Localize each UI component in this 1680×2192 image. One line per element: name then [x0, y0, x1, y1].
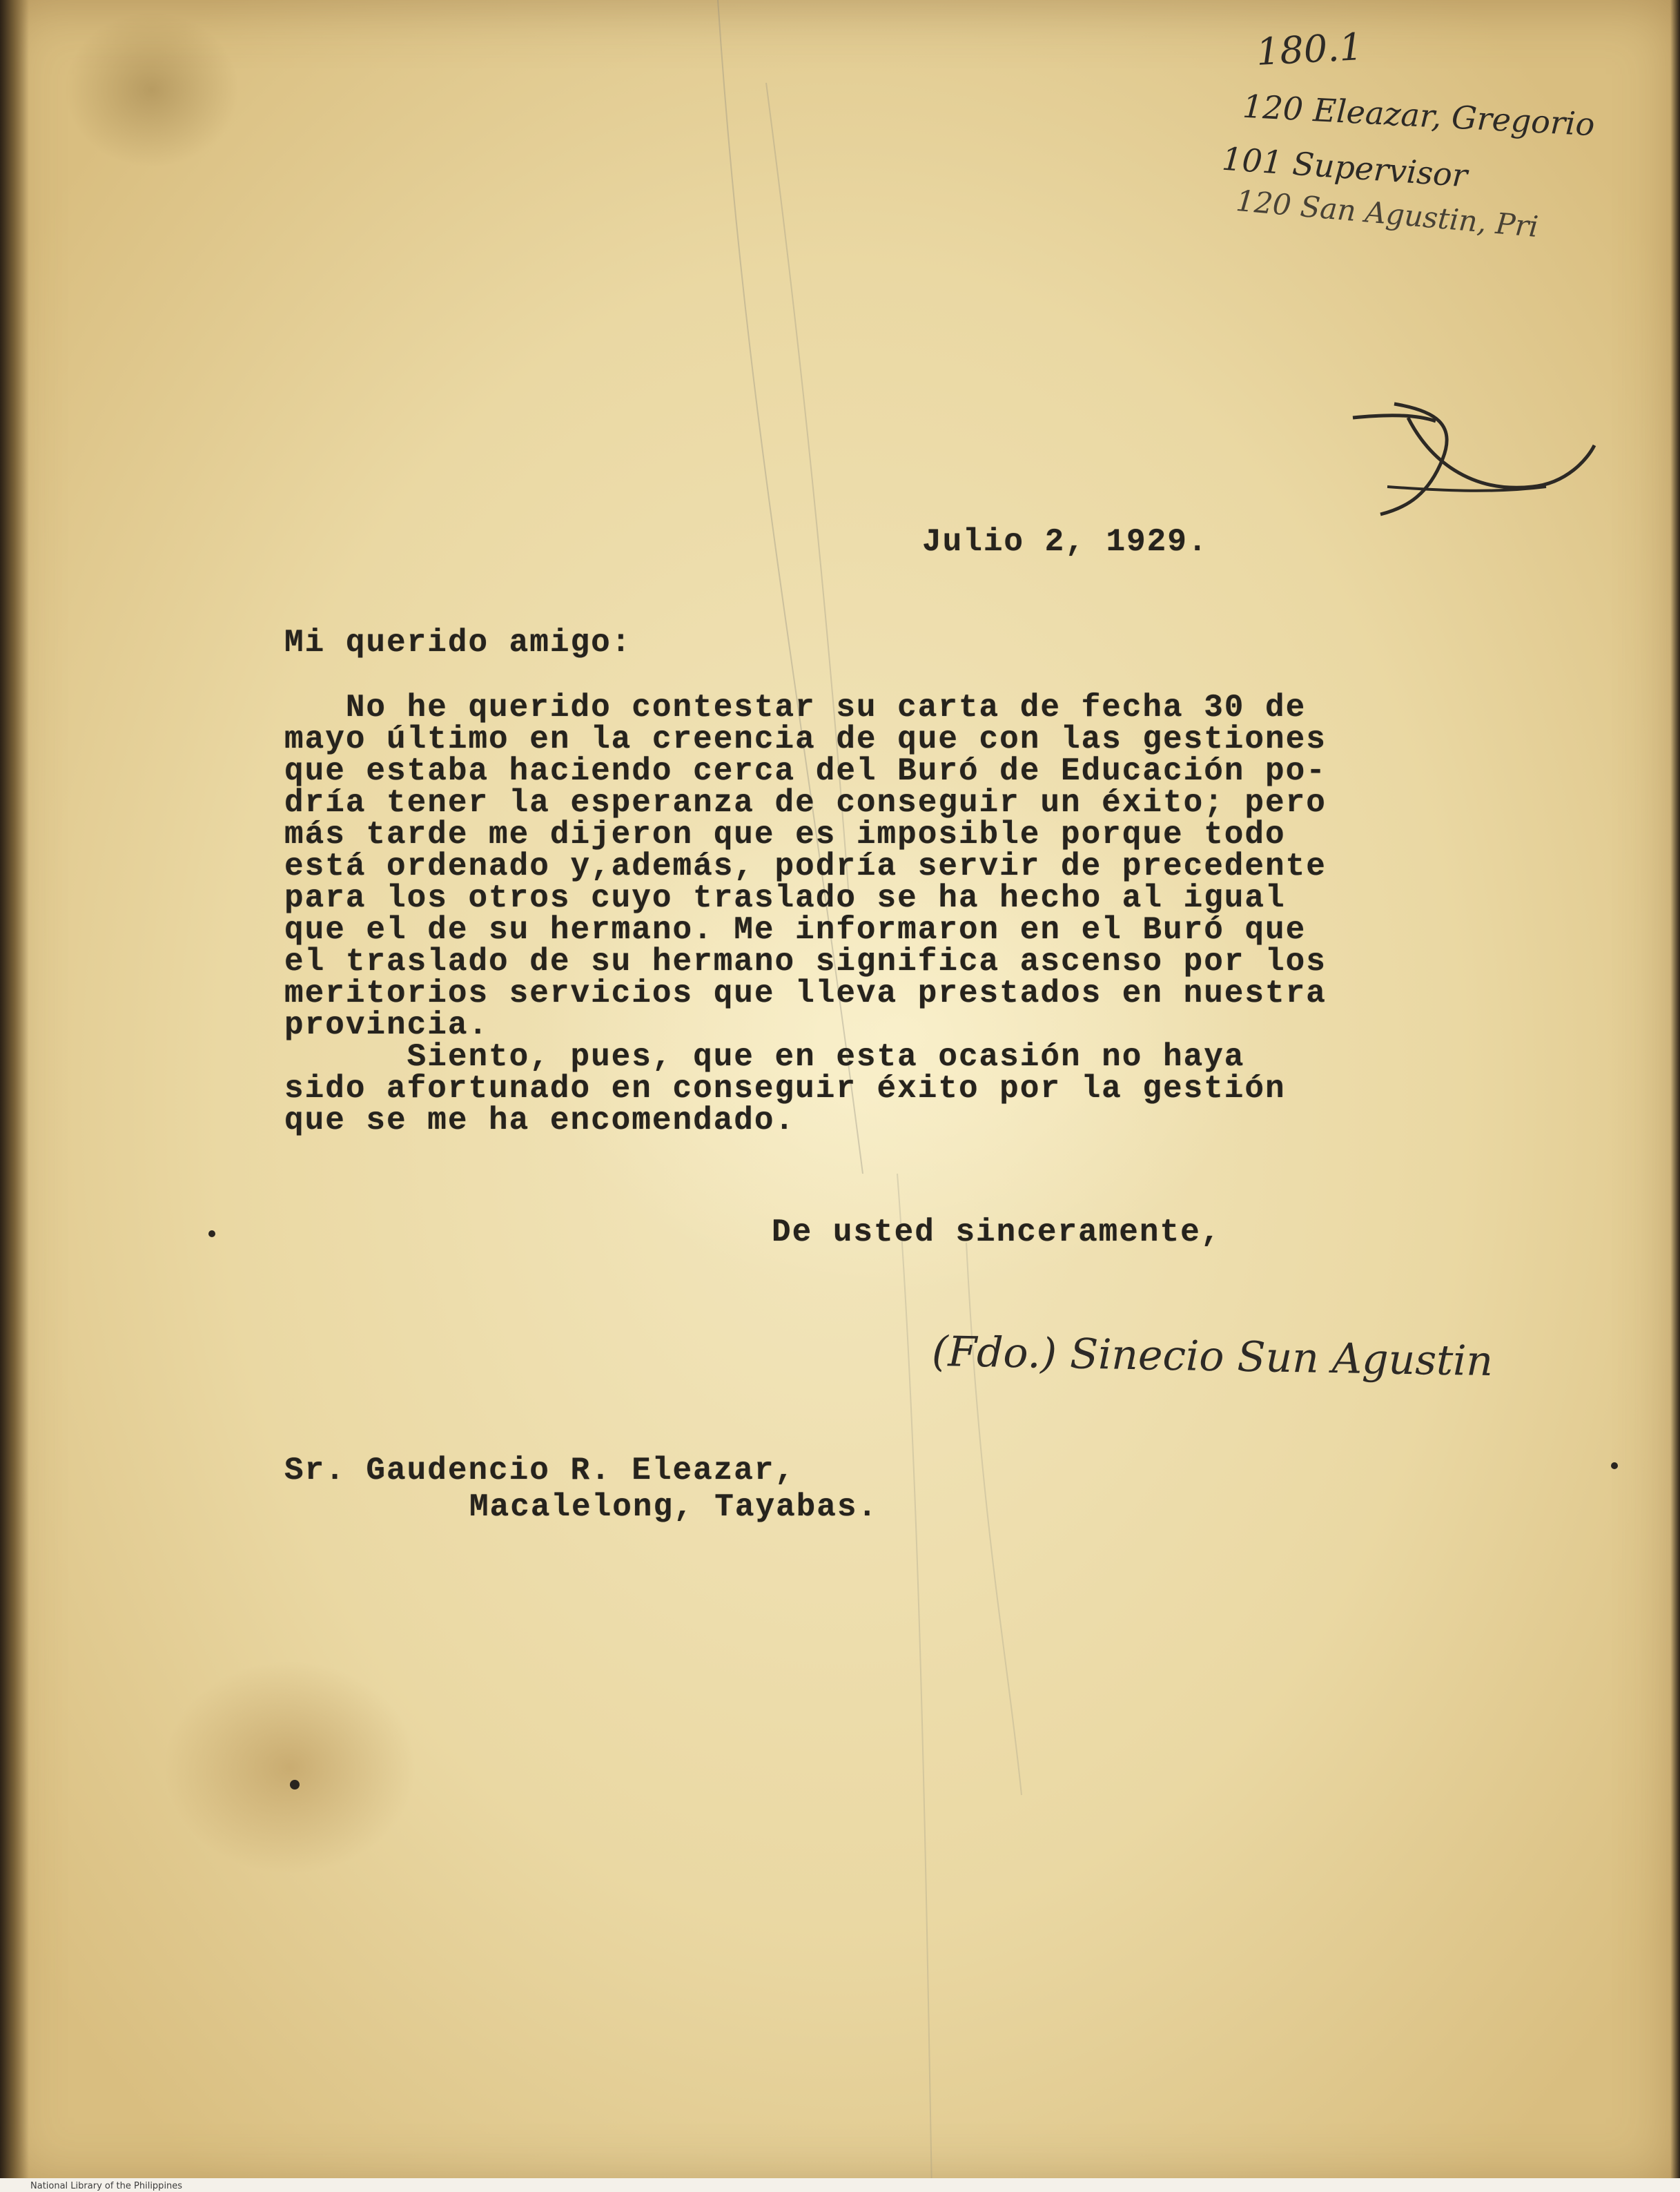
addressee-address: Macalelong, Tayabas. — [469, 1489, 879, 1525]
body-line: el traslado de su hermano significa ascenso por los — [284, 944, 1327, 980]
body-line: más tarde me dijeron que es imposible porque todo — [284, 817, 1286, 853]
ink-dot — [290, 1780, 300, 1790]
body-line: para los otros cuyo traslado se ha hecho al igual — [284, 880, 1286, 916]
body-line: provincia. — [284, 1007, 489, 1043]
footer-label: National Library of the Philippines — [30, 2181, 183, 2191]
body-line: meritorios servicios que lleva prestados en nuestra — [284, 976, 1327, 1011]
body-line: está ordenado y,además, podría servir de precedente — [284, 848, 1327, 884]
body-line: que se me ha encomendado. — [284, 1103, 796, 1138]
annotation-role: 101 Supervisor — [1220, 139, 1469, 195]
body-line: que estaba haciendo cerca del Buró de Educación po- — [284, 753, 1327, 789]
body-line: mayo último en la creencia de que con las gestiones — [284, 721, 1327, 757]
annotation-name: 120 Eleazar, Gregorio — [1241, 87, 1596, 144]
body-line: sido afortunado en conseguir éxito por la gestión — [284, 1071, 1286, 1107]
annotation-place: 120 San Agustin, Pri — [1234, 183, 1540, 244]
annotation-file-number: 180.1 — [1255, 24, 1365, 75]
body-line: dría tener la esperanza de conseguir un éxito; pero — [284, 785, 1327, 821]
body-line: que el de su hermano. Me informaron en el Buró que — [284, 912, 1307, 948]
body-line: No he querido contestar su carta de fecha 30 de — [284, 690, 1307, 726]
signature: (Fdo.) Sinecio Sun Agustin — [931, 1327, 1494, 1386]
letter-date: Julio 2, 1929. — [922, 524, 1209, 560]
body-line: Siento, pues, que en esta ocasión no haya — [284, 1039, 1245, 1075]
salutation: Mi querido amigo: — [284, 625, 632, 661]
addressee-name: Sr. Gaudencio R. Eleazar, — [284, 1453, 796, 1488]
closing: De usted sinceramente, — [772, 1214, 1222, 1250]
footer-strip — [0, 2178, 1680, 2192]
handwritten-mark-icon — [1339, 383, 1629, 521]
ink-dot — [1611, 1462, 1618, 1469]
ink-dot — [208, 1230, 215, 1237]
